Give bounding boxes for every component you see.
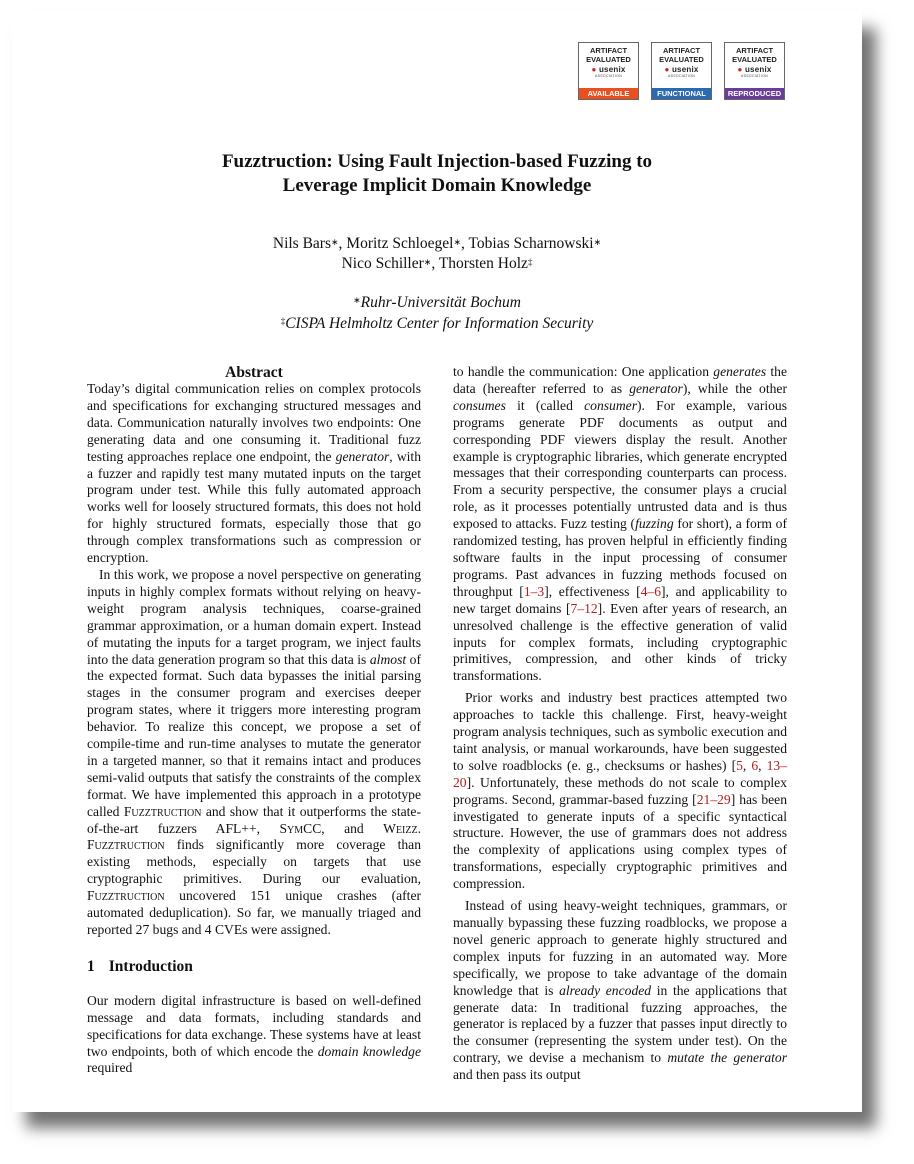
body-paragraph: Prior works and industry best practices attempted two approaches to tackle this challenge. First, heavy-weight program analysis techniques, such as symbolic execution and taint analysis, or manual workarounds, have been suggested to solve roadblocks (e. g., checksums or hashes) [5, 6, 13–20]. Unfortunately, these methods do not scale to complex programs. Second, grammar-based fuzzing [21–29] has been investigated to generate inputs of a specific syntactical structure. However, the use of grammars does not address the complexity of applications using complex types of transformations, especially cryptographic primitives and compression.: [453, 690, 788, 892]
author-name: Nico Schiller: [341, 255, 424, 272]
author-line: Nils Bars∗, Moritz Schloegel∗, Tobias Scharnowski∗: [272, 235, 602, 252]
paper-page: [12, 12, 862, 1112]
artifact-badges: [578, 42, 785, 100]
right-column: [453, 364, 787, 1084]
citation-link[interactable]: 1–3: [523, 583, 545, 599]
author-name: Tobias Scharnowski: [468, 235, 594, 252]
badge-reproduced: ARTIFACT EVALUATED ● usenix ASSOCIATION REPRODUCED: [724, 42, 785, 100]
abstract-paragraph: Today’s digital communication relies on complex protocols and specifications for exchanging structured messages and data. Communication naturally involves two endpoints: One generating data and one consuming it. Traditional fuzz testing approaches replace one endpoint, the generator, with a fuzzer and rapidly test many mutated inputs on the target program under test. While this fully automated approach works well for loosely structured formats, this does not hold for highly structured formats, especially those that go through complex transformations such as compression or encryption.: [87, 381, 422, 566]
usenix-logo-icon: ● usenix: [664, 65, 699, 74]
affiliation: ∗Ruhr-Universität Bochum: [353, 294, 521, 311]
body-paragraph: Instead of using heavy-weight techniques, grammars, or manually bypassing these fuzzing roadblocks, we propose a novel generic approach to generate highly structured and complex inputs for fuzzing in an automated way. More specifically, we propose to take advantage of the domain knowledge that is already encoded in the applications that generate data: In traditional fuzzing approaches, the generator is replaced by a fuzzer that passes input directly to the consumer (representing the system under test). On the contrary, we devise a mechanism to mutate the generator and then pass its output: [453, 898, 787, 1083]
usenix-logo-icon: ● usenix: [737, 65, 772, 74]
citation-link[interactable]: 5: [736, 757, 743, 773]
author-name: Thorsten Holz: [438, 255, 528, 272]
affiliation: ‡CISPA Helmholtz Center for Information Security: [280, 315, 594, 332]
author-line: Nico Schiller∗, Thorsten Holz‡: [341, 255, 533, 272]
badge-available: ARTIFACT EVALUATED ● usenix ASSOCIATION AVAILABLE: [578, 42, 639, 100]
citation-link[interactable]: 13–20: [453, 757, 788, 790]
body-paragraph: Our modern digital infrastructure is based on well-defined message and data formats, including standards and specifications for data exchange. These systems have at least two endpoints, both of which encode the domain knowledge required: [87, 992, 421, 1076]
badge-label: REPRODUCED: [725, 88, 784, 99]
abstract-paragraph: In this work, we propose a novel perspective on generating inputs in highly complex formats without relying on heavy-weight program analysis techniques, coarse-grained grammar approximation, or a human domain expert. Instead of mutating the inputs for a target program, we inject faults into the data generation program so that this data is almost of the expected format. Such data bypasses the initial parsing stages in the consumer program and exercises deeper program states, where it triggers more interesting program behavior. To realize this concept, we propose a set of compile-time and run-time analyses to mutate the generator in a targeted manner, so that it remains intact and produces semi-valid outputs that satisfy the constraints of the complex format. We have implemented this approach in a prototype called Fuzztruction and show that it outperforms the state-of-the-art fuzzers AFL++, SymCC, and Weizz. Fuzztruction finds significantly more coverage than existing methods, especially on targets that use cryptographic primitives. During our evaluation, Fuzztruction uncovered 151 unique crashes (after automated deduplication). So far, we manually triaged and reported 27 bugs and 4 CVEs were assigned.: [87, 566, 422, 937]
abstract-heading: Abstract: [225, 364, 283, 381]
citation-link[interactable]: 21–29: [696, 791, 731, 807]
author-list: [12, 234, 862, 274]
author-name: Nils Bars: [272, 235, 331, 252]
citation-link[interactable]: 4–6: [640, 583, 662, 599]
affiliations: [12, 292, 862, 334]
citation-link[interactable]: 6: [751, 757, 759, 773]
citation-link[interactable]: 7–12: [570, 600, 598, 616]
author-name: Moritz Schloegel: [346, 235, 454, 252]
badge-label: FUNCTIONAL: [652, 88, 711, 99]
badge-label: AVAILABLE: [579, 88, 638, 99]
usenix-logo-icon: ● usenix: [591, 65, 626, 74]
badge-functional: ARTIFACT EVALUATED ● usenix ASSOCIATION FUNCTIONAL: [651, 42, 712, 100]
paper-title: Fuzztruction: Using Fault Injection-based Fuzzing to Leverage Implicit Domain Knowledge: [221, 151, 653, 196]
section-heading: 1 Introduction: [87, 957, 193, 975]
body-paragraph: to handle the communication: One application generates the data (hereafter referred to as generator), while the other consumes it (called consumer). For example, various programs generate PDF documents as output and corresponding PDF viewers display the result. Another example is cryptographic libraries, which generate encrypted messages that their corresponding counterparts can process. From a security perspective, the consumer plays a crucial role, as it processes potentially untrusted data and is thus exposed to attacks. Fuzz testing (fuzzing for short), a form of randomized testing, has proven helpful in efficiently finding software faults in the input processing of consumer programs. Past advances in fuzzing methods focused on throughput [1–3], effectiveness [4–6], and applicability to new target domains [7–12]. Even after years of research, an unresolved challenge is the effective generation of valid inputs for complex formats, including cryptographic primitives, compression, and other kinds of tricky transformations.: [453, 364, 788, 684]
left-column: [87, 364, 421, 1077]
